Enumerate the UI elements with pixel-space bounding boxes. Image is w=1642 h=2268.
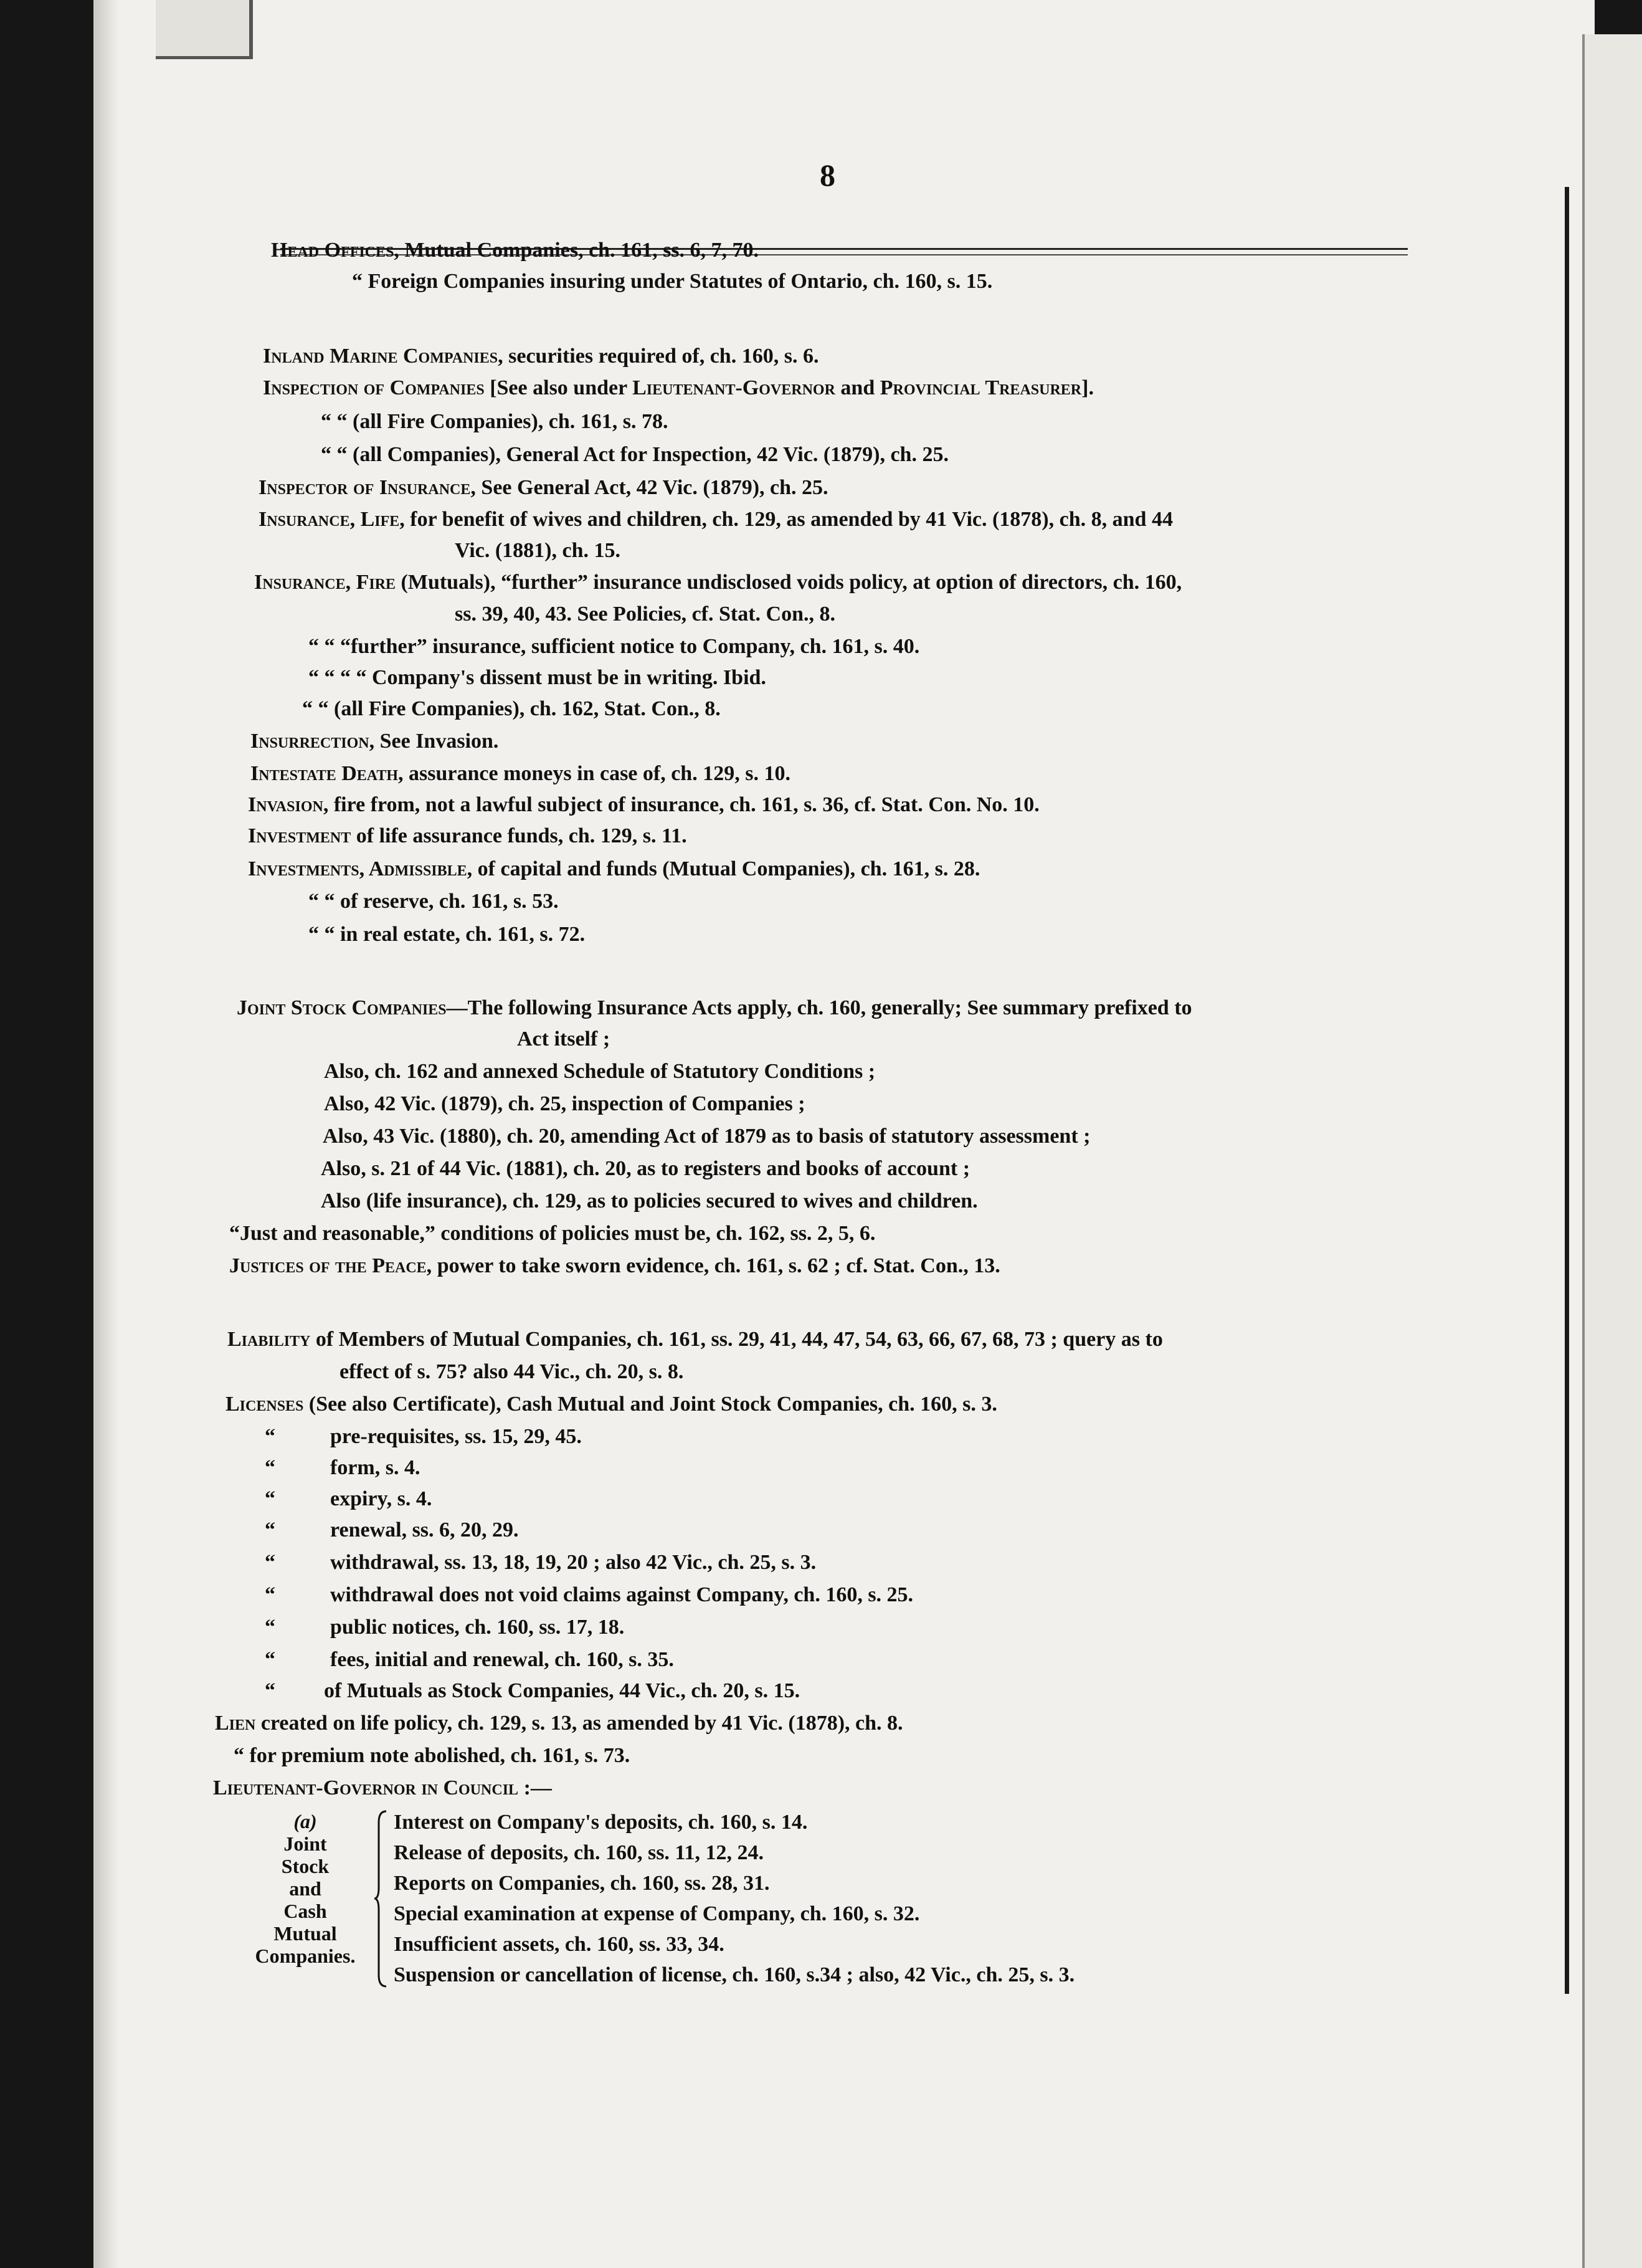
index-subentry: form, s. 4.: [330, 1456, 420, 1479]
index-subentry: “ “ in real estate, ch. 161, s. 72.: [308, 923, 586, 946]
brace-label-line: Stock: [281, 1855, 330, 1877]
index-entry: “Just and reasonable,” conditions of policies must be, ch. 162, ss. 2, 5, 6.: [229, 1222, 876, 1245]
ditto-mark: “: [265, 1616, 275, 1639]
brace-label-line: Cash: [283, 1900, 327, 1922]
index-subentry: pre-requisites, ss. 15, 29, 45.: [330, 1425, 582, 1448]
index-subentry: withdrawal, ss. 13, 18, 19, 20 ; also 42 Vic., ch. 25, s. 3.: [330, 1551, 817, 1574]
index-entry: Justices of the Peace, power to take sworn evidence, ch. 161, s. 62 ; cf. Stat. Con., 13.: [229, 1254, 1000, 1277]
page-number: 8: [820, 158, 835, 193]
paper-gutter-shadow: [93, 0, 118, 2268]
index-subentry: Also, 43 Vic. (1880), ch. 20, amending Act of 1879 as to basis of statutory assessment ;: [323, 1125, 1091, 1148]
brace-item: Special examination at expense of Company, ch. 160, s. 32.: [394, 1902, 920, 1925]
index-entry: Insurrection, See Invasion.: [250, 730, 499, 753]
index-continuation: ss. 39, 40, 43. See Policies, cf. Stat. Con., 8.: [455, 603, 836, 626]
adjacent-page-edge: [1582, 34, 1642, 2268]
index-continuation: Vic. (1881), ch. 15.: [455, 539, 620, 562]
index-entry: Investment of life assurance funds, ch. 129, s. 11.: [248, 824, 687, 847]
index-subentry: Also (life insurance), ch. 129, as to policies secured to wives and children.: [321, 1189, 978, 1213]
ditto-mark: “: [265, 1583, 275, 1606]
index-entry: Invasion, fire from, not a lawful subject of insurance, ch. 161, s. 36, cf. Stat. Con. No. 10.: [248, 793, 1040, 816]
folded-corner: [156, 0, 253, 59]
index-entry: Inspection of Companies [See also under Lieutenant-Governor and Provincial Treasurer].: [263, 376, 1094, 399]
index-entry: Insurance, Life, for benefit of wives and children, ch. 129, as amended by 41 Vic. (1878), ch. 8, and 44: [259, 508, 1173, 531]
index-entry: Inland Marine Companies, securities required of, ch. 160, s. 6.: [263, 345, 819, 368]
brace-label-line: and: [289, 1877, 321, 1900]
index-entry: Lieutenant-Governor in Council :—: [213, 1776, 552, 1799]
index-subentry: “ “ (all Fire Companies), ch. 161, s. 78.: [321, 410, 668, 433]
index-subentry: expiry, s. 4.: [330, 1487, 432, 1510]
index-subentry: public notices, ch. 160, ss. 17, 18.: [330, 1616, 625, 1639]
index-entry: Insurance, Fire (Mutuals), “further” insurance undisclosed voids policy, at option of directors, ch. 160,: [254, 571, 1182, 594]
index-continuation: Act itself ;: [517, 1027, 610, 1051]
brace-item: Insufficient assets, ch. 160, ss. 33, 34.: [394, 1933, 724, 1956]
index-subentry: fees, initial and renewal, ch. 160, s. 35.: [330, 1648, 674, 1671]
index-subentry: “ “ “further” insurance, sufficient notice to Company, ch. 161, s. 40.: [308, 635, 920, 658]
index-subentry: “ Foreign Companies insuring under Statutes of Ontario, ch. 160, s. 15.: [352, 270, 993, 293]
index-subentry: Also, s. 21 of 44 Vic. (1881), ch. 20, as to registers and books of account ;: [321, 1157, 970, 1180]
index-entry: Head Offices, Mutual Companies, ch. 161, ss. 6, 7, 70.: [271, 239, 759, 262]
index-subentry: Also, ch. 162 and annexed Schedule of Statutory Conditions ;: [324, 1060, 876, 1083]
brace-label-line: (a): [293, 1810, 317, 1832]
curly-brace: [374, 1810, 387, 1988]
brace-label-line: Joint: [283, 1832, 327, 1855]
ditto-mark: “: [265, 1518, 275, 1541]
index-subentry: “ “ “ “ Company's dissent must be in writing. Ibid.: [308, 666, 766, 689]
ditto-mark: “: [265, 1456, 275, 1479]
brace-item: Interest on Company's deposits, ch. 160, s. 14.: [394, 1811, 808, 1834]
index-subentry: withdrawal does not void claims against Company, ch. 160, s. 25.: [330, 1583, 914, 1606]
ditto-mark: “: [265, 1425, 275, 1448]
index-subentry: renewal, ss. 6, 20, 29.: [330, 1518, 519, 1541]
index-subentry: of Mutuals as Stock Companies, 44 Vic., ch. 20, s. 15.: [324, 1679, 800, 1702]
brace-item: Release of deposits, ch. 160, ss. 11, 12, 24.: [394, 1841, 764, 1864]
ditto-mark: “: [265, 1551, 275, 1574]
index-entry: Intestate Death, assurance moneys in case of, ch. 129, s. 10.: [250, 762, 790, 785]
ditto-mark: “: [265, 1679, 275, 1702]
ditto-mark: “: [265, 1648, 275, 1671]
index-entry: Investments, Admissible, of capital and funds (Mutual Companies), ch. 161, s. 28.: [248, 857, 980, 880]
margin-rule: [1565, 187, 1569, 1994]
index-entry: Licenses (See also Certificate), Cash Mutual and Joint Stock Companies, ch. 160, s. 3.: [225, 1393, 997, 1416]
ditto-mark: “: [265, 1487, 275, 1510]
index-entry: Joint Stock Companies—The following Insurance Acts apply, ch. 160, generally; See summary prefixed to: [237, 996, 1192, 1019]
index-subentry: “ “ (all Fire Companies), ch. 162, Stat. Con., 8.: [302, 697, 721, 720]
brace-label-line: Companies.: [255, 1945, 356, 1967]
index-entry: Inspector of Insurance, See General Act, 42 Vic. (1879), ch. 25.: [259, 476, 828, 499]
brace-label: [237, 1810, 374, 1967]
index-subentry: “ for premium note abolished, ch. 161, s. 73.: [234, 1744, 630, 1767]
index-entry: Lien created on life policy, ch. 129, s. 13, as amended by 41 Vic. (1878), ch. 8.: [215, 1712, 903, 1735]
index-subentry: “ “ (all Companies), General Act for Inspection, 42 Vic. (1879), ch. 25.: [321, 443, 949, 466]
index-entry: Liability of Members of Mutual Companies, ch. 161, ss. 29, 41, 44, 47, 54, 63, 66, 67, 68, 73 ; query as to: [227, 1328, 1163, 1351]
brace-item: Suspension or cancellation of license, ch. 160, s.34 ; also, 42 Vic., ch. 25, s. 3.: [394, 1963, 1075, 1986]
brace-label-line: Mutual: [273, 1922, 337, 1945]
brace-item: Reports on Companies, ch. 160, ss. 28, 31.: [394, 1872, 770, 1895]
index-continuation: effect of s. 75? also 44 Vic., ch. 20, s. 8.: [339, 1360, 684, 1383]
index-subentry: “ “ of reserve, ch. 161, s. 53.: [308, 890, 559, 913]
index-subentry: Also, 42 Vic. (1879), ch. 25, inspection of Companies ;: [324, 1092, 805, 1115]
